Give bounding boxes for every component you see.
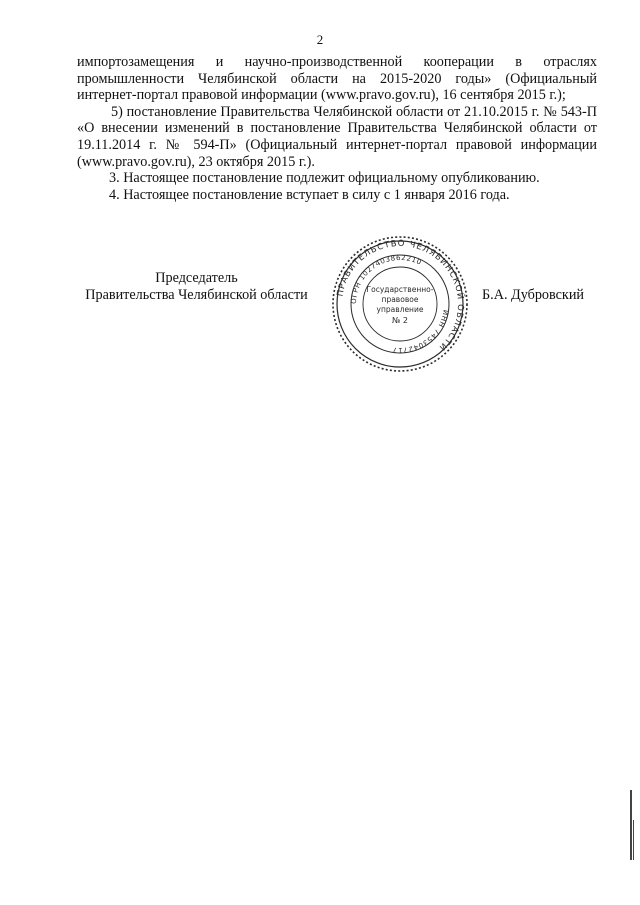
- signer-title: [74, 270, 319, 304]
- signer-title-line1: Председатель: [155, 270, 238, 286]
- scan-edge-mark: [630, 790, 632, 860]
- seal-inn-text: ИНН 7453042717: [391, 309, 450, 355]
- paragraph-continuation: импортозамещения и научно-производственной кооперации в отраслях промышленности Челябинской области на 2015-2020 годы» (Официальный интернет-портал правовой информации (www.pravo.gov.ru), 16 сентября 2015 г.);: [77, 54, 597, 104]
- scan-edge-mark: [633, 820, 634, 860]
- seal-center-line3: управление: [376, 305, 424, 314]
- document-body: [77, 54, 597, 203]
- paragraph-item-3: 3. Настоящее постановление подлежит официальному опубликованию.: [109, 170, 540, 187]
- seal-outer-text: ПРАВИТЕЛЬСТВО ЧЕЛЯБИНСКОЙ ОБЛАСТИ: [335, 238, 466, 353]
- seal-ogrn-text: ОГРН 1027403862210: [349, 253, 424, 305]
- seal-center-line4: № 2: [392, 316, 408, 325]
- signer-title-line2: Правительства Челябинской области: [85, 287, 308, 303]
- seal-center-line1: Государственно-: [366, 285, 434, 294]
- official-seal: [330, 234, 470, 374]
- signer-name: Б.А. Дубровский: [482, 287, 585, 303]
- page-number: 2: [316, 32, 324, 47]
- paragraph-item-4: 4. Настоящее постановление вступает в силу с 1 января 2016 года.: [109, 186, 510, 203]
- seal-icon: [330, 234, 470, 374]
- paragraph-item-5: 5) постановление Правительства Челябинской области от 21.10.2015 г. № 543-П «О внесении изменений в постановление Правительства Челябинской области от 19.11.2014 г. № 594-П» (Официальный интернет-портал правовой информации (www.pravo.gov.ru), 23 октября 2015 г.).: [77, 103, 597, 170]
- seal-center-line2: правовое: [381, 295, 419, 304]
